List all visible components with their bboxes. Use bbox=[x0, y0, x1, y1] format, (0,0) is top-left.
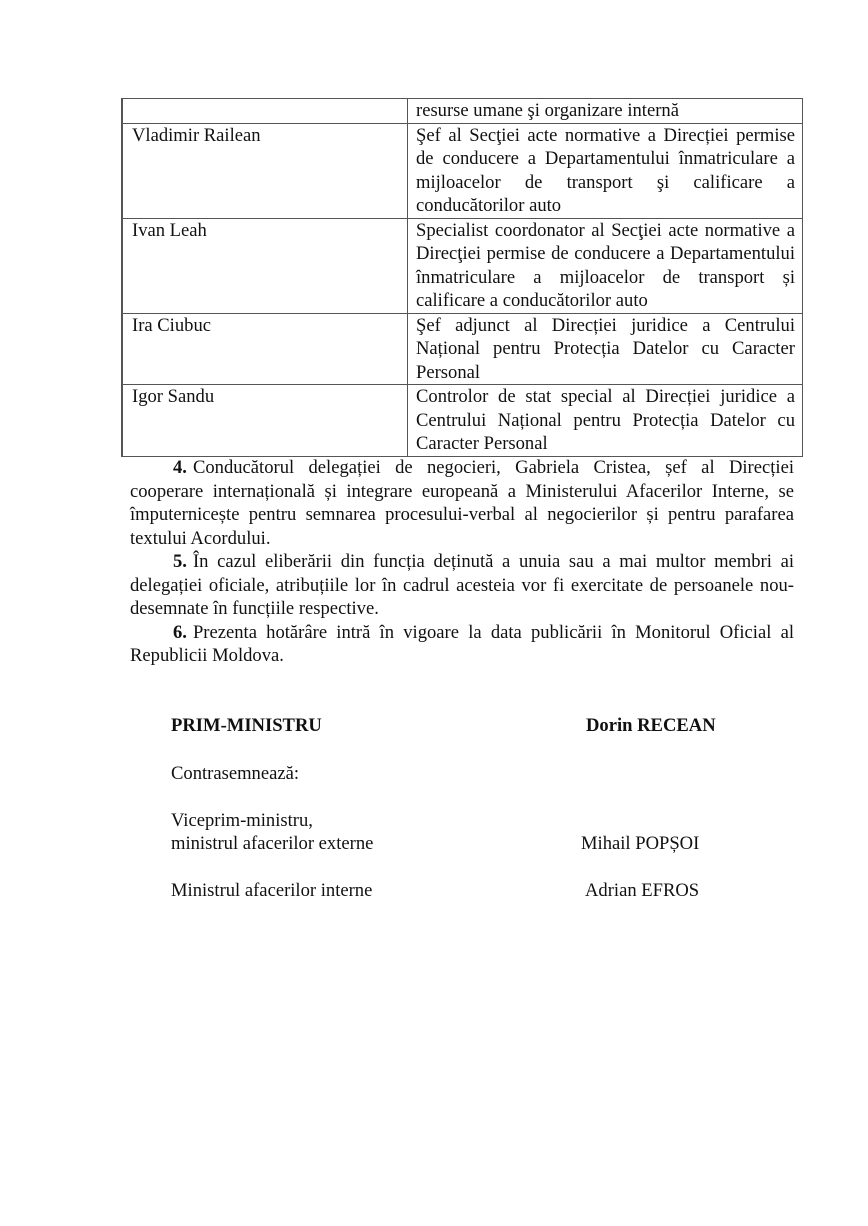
member-name-cell: Ivan Leah bbox=[122, 218, 408, 313]
delegation-table-grid bbox=[121, 98, 803, 457]
countersign-label: Contrasemnează: bbox=[171, 763, 300, 784]
paragraph-number: 4. bbox=[173, 457, 187, 478]
member-role-cell: Şef al Secţiei acte normative a Direcției permise de conducere a Departamentului înmatriculare a mijloacelor de transport şi calificare a conducătorilor auto bbox=[408, 123, 803, 218]
member-name-cell: Ira Ciubuc bbox=[122, 313, 408, 385]
member-name-cell: Igor Sandu bbox=[122, 385, 408, 457]
decision-paragraphs bbox=[130, 456, 794, 668]
prime-minister-name: Dorin RECEAN bbox=[586, 715, 716, 736]
paragraph-text: Prezenta hotărâre intră în vigoare la data publicării în Monitorul Oficial al Republicii Moldova. bbox=[130, 621, 794, 666]
interior-minister-name: Adrian EFROS bbox=[585, 880, 700, 901]
paragraph-text: Conducătorul delegației de negocieri, Gabriela Cristea, șef al Direcției cooperare internațională și integrare europeană a Ministerului Afacerilor Interne, se împuternicește pentru semnarea procesului-verbal al negocierilor și pentru parafarea textului Acordului. bbox=[130, 457, 794, 549]
table-row bbox=[122, 123, 803, 218]
table-row bbox=[122, 218, 803, 313]
prime-minister-title: PRIM-MINISTRU bbox=[171, 715, 322, 736]
interior-minister-title: Ministrul afacerilor interne bbox=[171, 880, 373, 901]
paragraph-number: 6. bbox=[173, 621, 187, 643]
deputy-title-line1: Viceprim-ministru, bbox=[171, 810, 313, 831]
paragraph-6 bbox=[130, 621, 794, 668]
member-role-cell: Controlor de stat special al Direcției juridice a Centrului Național pentru Protecția Datelor cu Caracter Personal bbox=[408, 385, 803, 457]
member-role-cell: Specialist coordonator al Secţiei acte normative a Direcţiei permise de conducere a Departamentului înmatriculare a mijloacelor de transport și calificare a conducătorilor auto bbox=[408, 218, 803, 313]
member-role-cell: Şef adjunct al Direcției juridice a Centrului Național pentru Protecția Datelor cu Caracter Personal bbox=[408, 313, 803, 385]
deputy-name: Mihail POPȘOI bbox=[581, 833, 700, 854]
paragraph-text: În cazul eliberării din funcția deținută a unuia sau a mai multor membri ai delegației oficiale, atribuțiile lor în cadrul acesteia vor fi exercitate de persoanele nou-desemnate în funcțiile respective. bbox=[130, 551, 794, 619]
paragraph-5 bbox=[130, 550, 794, 621]
table-row bbox=[122, 313, 803, 385]
paragraph-number: 5. bbox=[173, 551, 187, 572]
member-name-cell bbox=[122, 99, 408, 124]
table-row bbox=[122, 385, 803, 457]
paragraph-4 bbox=[130, 456, 794, 550]
member-role-cell: resurse umane şi organizare internă bbox=[408, 99, 803, 124]
table-row bbox=[122, 99, 803, 124]
deputy-title-line2: ministrul afacerilor externe bbox=[171, 833, 374, 854]
member-name-cell: Vladimir Railean bbox=[122, 123, 408, 218]
delegation-table bbox=[121, 98, 803, 457]
